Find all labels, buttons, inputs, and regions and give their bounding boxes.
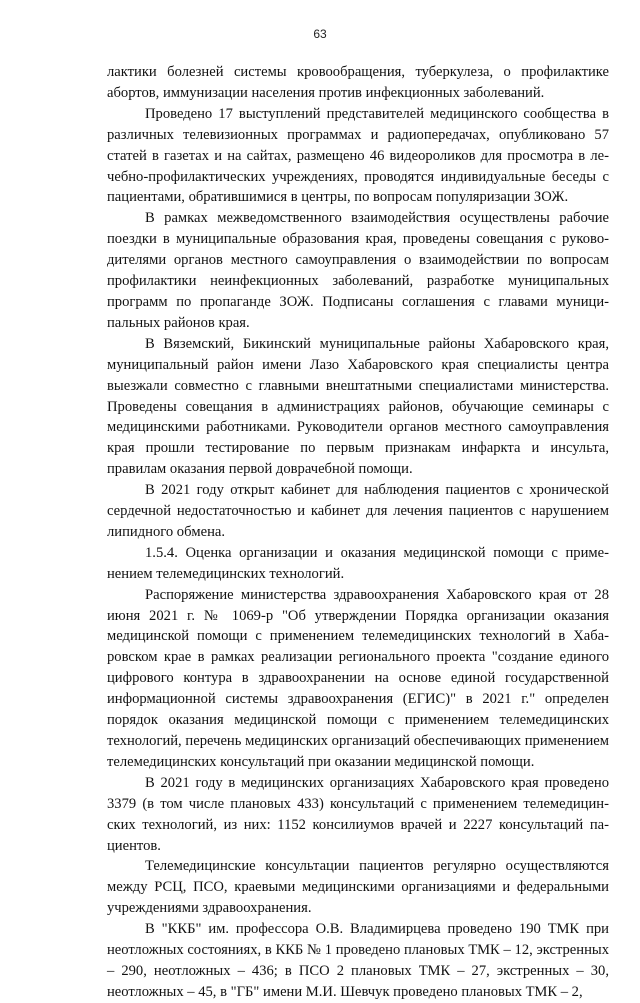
paragraph-media-outreach: Проведено 17 выступлений представителей медицинского сообщества в различных телевизионных программах и радиопередачах, опубликовано 57 статей в газетах и на сайтах, размещено 46 видеороликов для просмотра в лечебно-профилактических учреждениях, проводятся индивидуальные беседы с пациентами, обратившимися в центры, по вопросам популяризации ЗОЖ. (107, 105, 609, 206)
document-body (107, 62, 609, 1003)
paragraph-continuation: лактики болезней системы кровообращения, туберкулеза, о профилактике абортов, иммунизации населения против инфекционных заболеваний. (107, 64, 609, 101)
paragraph-regular-consultations: Телемедицинские консультации пациентов регулярно осуществляются между РСЦ, ПСО, краевыми медицинскими организациями и федеральными учреждениями здравоохранения. (107, 858, 609, 917)
paragraph-order: Распоряжение министерства здравоохранения Хабаровского края от 28 июня 2021 г. № 1069-р "Об утверждении Порядка организации оказания медицинской помощи с применением телемедицинских технологий в Хабаровском крае в рамках реализации регионального проекта "создание единого цифрового контура в здравоохранении на основе единой государственной информационной системы здравоохранения (ЕГИС)" в 2021 г." определен порядок оказания медицинской помощи с применением телемедицинских технологий, перечень медицинских организаций обеспечивающих применением телемедицинских консультаций при оказании медицинской помощи. (107, 586, 609, 770)
paragraph-hospital-tmk: В "ККБ" им. профессора О.В. Владимирцева проведено 190 ТМК при неотложных состояниях, в ККБ № 1 проведено плановых ТМК – 12, экстренных – 290, неотложных – 436; в ПСО 2 плановых ТМК – 27, экстренных – 30, неотложных – 45, в "ГБ" имени М.И. Шевчук проведено плановых ТМК – 2, (107, 921, 609, 1000)
paragraph-new-cabinets: В 2021 году открыт кабинет для наблюдения пациентов с хронической сердечной недостаточностью и кабинет для лечения пациентов с нарушением липидного обмена. (107, 482, 609, 540)
paragraph-consultation-stats: В 2021 году в медицинских организациях Хабаровского края проведено 3379 (в том числе плановых 433) консультаций с применением телемедицинских технологий, из них: 1152 консилиумов врачей и 2227 консультаций пациентов. (107, 774, 609, 854)
paragraph-district-visits: В Вяземский, Бикинский муниципальные районы Хабаровского края, муниципальный район имени Лазо Хабаровского края специалисты центра выезжали совместно с главными внештатными специалистами министерства. Проведены совещания в администрациях районов, обучающие семинары с медицинскими работниками. Руководители органов местного самоуправления края прошли тестирование по первым признакам инфаркта и инсульта, правилам оказания первой доврачебной помощи. (107, 335, 609, 478)
section-heading-1-5-4: 1.5.4. Оценка организации и оказания медицинской помощи с применением телемедицинских технологий. (107, 544, 609, 582)
paragraph-interagency: В рамках межведомственного взаимодействия осуществлены рабочие поездки в муниципальные образования края, проведены совещания с руководителями органов местного самоуправления о взаимодействии по вопросам профилактики неинфекционных заболеваний, разработке муниципальных программ по пропаганде ЗОЖ. Подписаны соглашения с главами муниципальных районов края. (107, 210, 609, 331)
page-number: 63 (313, 27, 327, 41)
